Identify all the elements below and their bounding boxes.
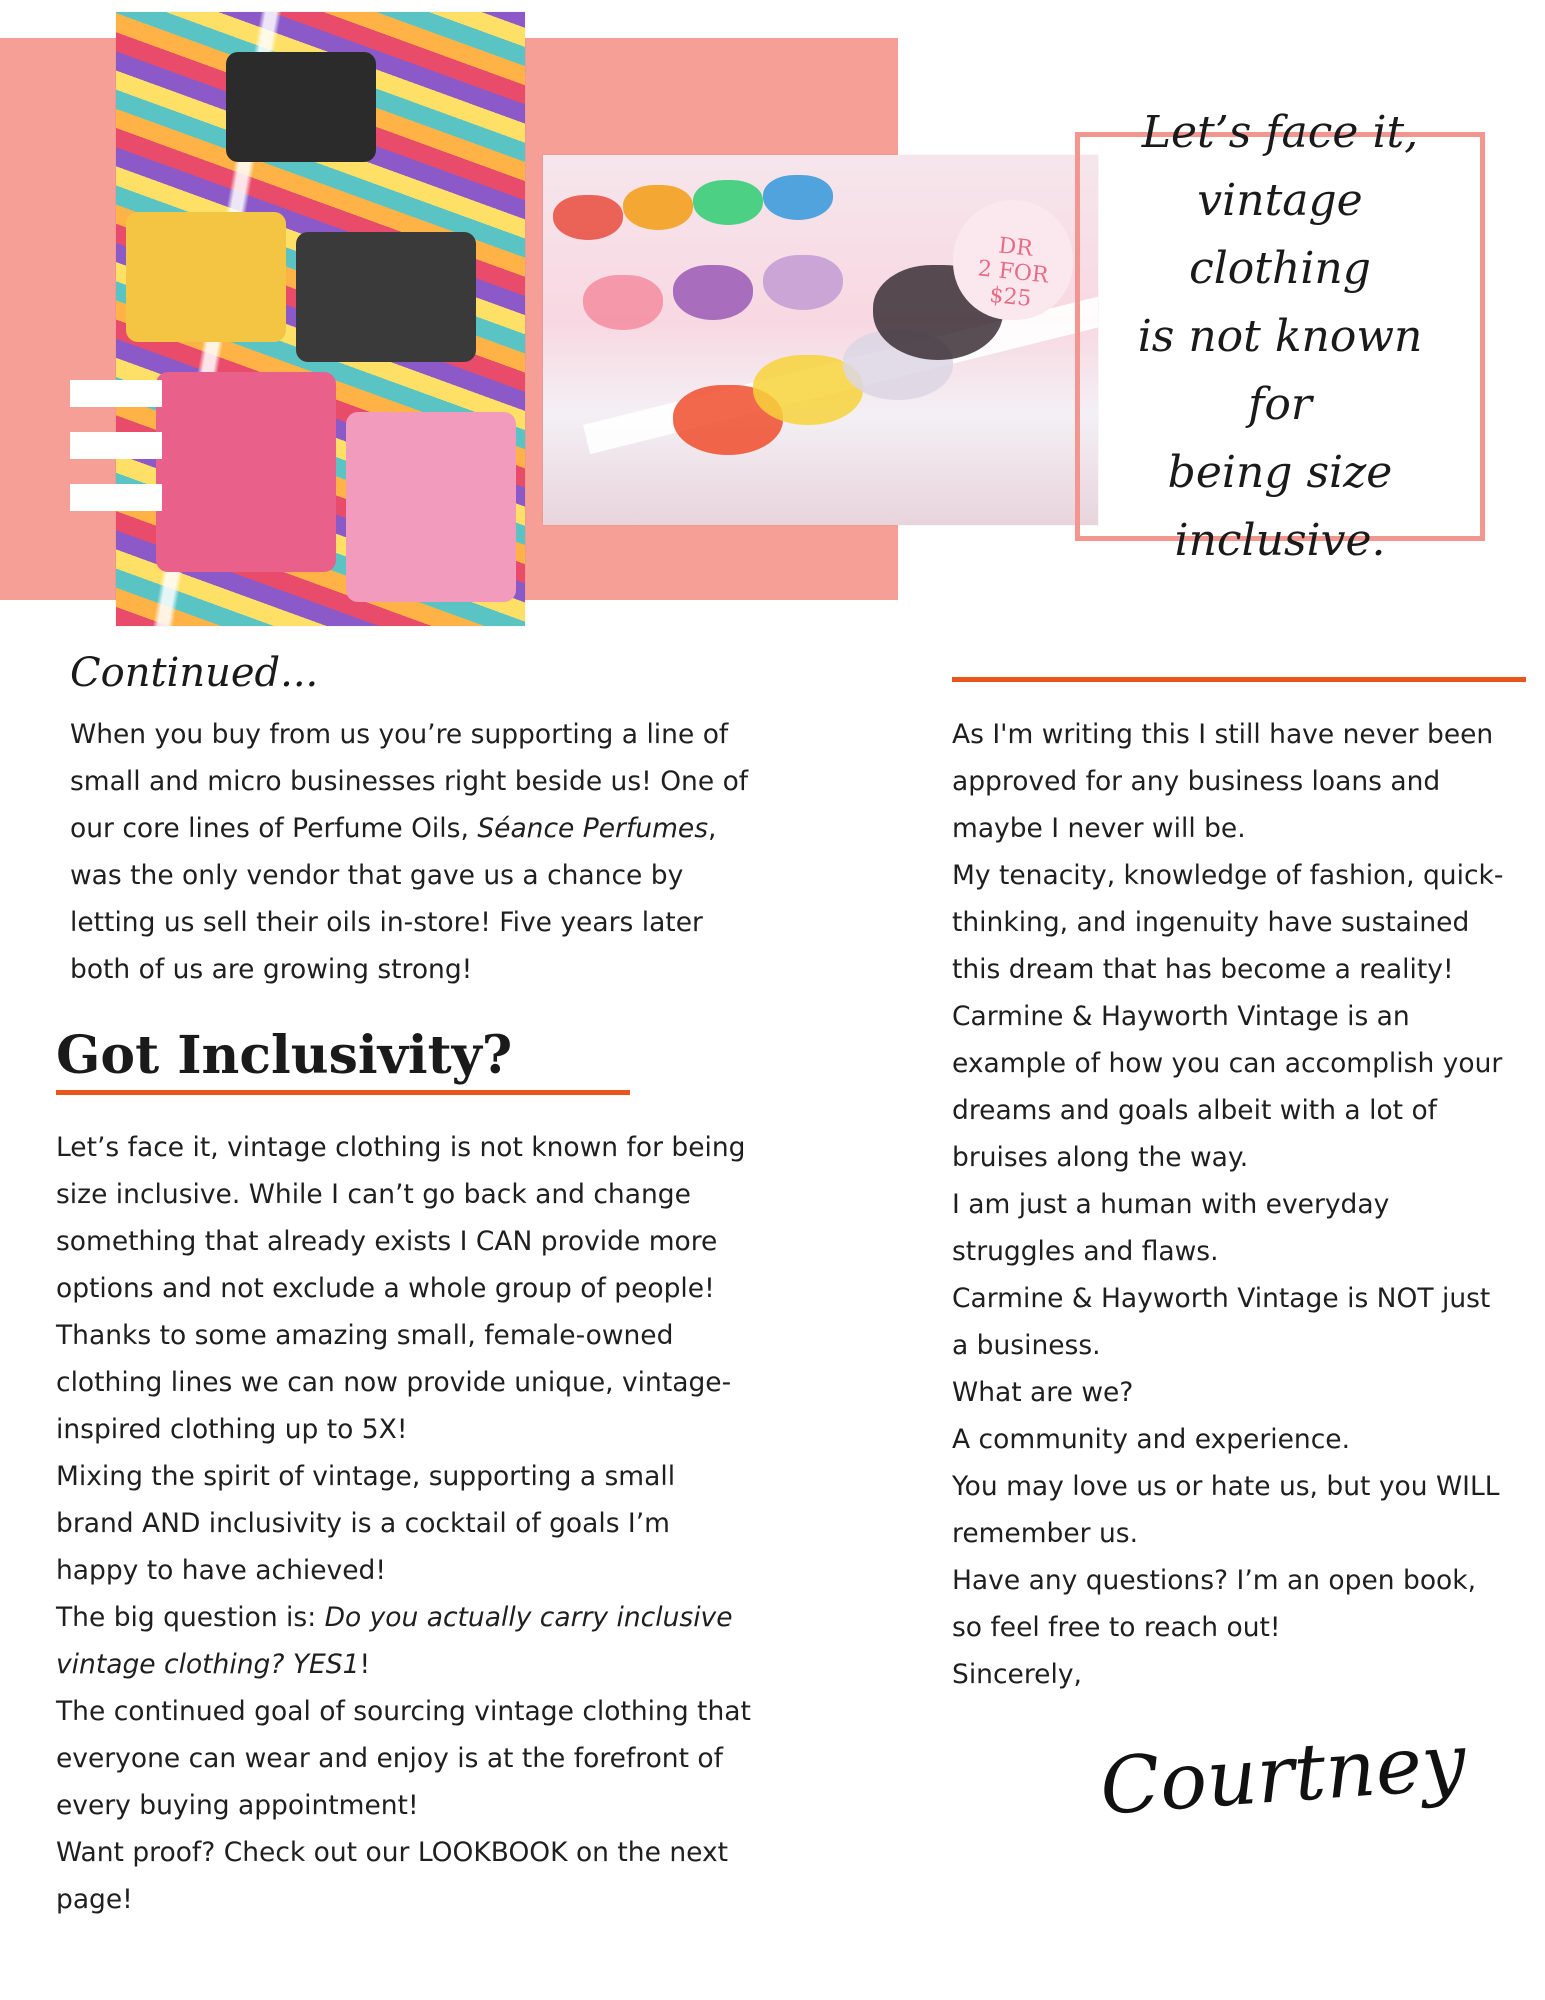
tin-image	[156, 372, 336, 572]
intro-text: When you buy from us you’re supporting a line of small and micro businesses right beside us! One of our core lines of Perfume Oils,	[70, 719, 749, 844]
paragraph: As I'm writing this I still have never been approved for any business loans and maybe I never will be.	[952, 719, 1494, 844]
tin-image	[226, 52, 376, 162]
closing-text	[952, 711, 1512, 1698]
photo-vintage-tins	[116, 12, 525, 626]
sunglasses-image	[693, 180, 763, 225]
sunglasses-image	[763, 175, 833, 220]
paragraph: You may love us or hate us, but you WILL remember us.	[952, 1471, 1500, 1549]
tin-image	[126, 212, 286, 342]
intro-text: , was the only vendor that gave us a chance by letting us sell their oils in-store! Five years later both of us are growing strong!	[70, 813, 717, 985]
menu-bar-3	[70, 484, 162, 511]
paragraph: Carmine & Hayworth Vintage is an example of how you can accomplish your dreams and goals albeit with a lot of bruises along the way.	[952, 1001, 1503, 1173]
brand-name: Séance Perfumes	[477, 813, 708, 844]
continued-heading: Continued...	[70, 650, 319, 696]
sign-off: Sincerely,	[952, 1659, 1082, 1690]
paragraph: A community and experience.	[952, 1424, 1350, 1455]
price-tag-text: DR 2 FOR $25	[976, 233, 1050, 312]
paragraph: What are we?	[952, 1377, 1134, 1408]
pull-quote-box	[1075, 106, 1485, 566]
inclusivity-text	[56, 1124, 756, 1923]
section-heading: Got Inclusivity?	[56, 1025, 513, 1086]
paragraph: Carmine & Hayworth Vintage is NOT just a business.	[952, 1283, 1491, 1361]
signature: Courtney	[1097, 1717, 1469, 1833]
paragraph: Thanks to some amazing small, female-owned clothing lines we can now provide unique, vintage-inspired clothing up to 5X!	[56, 1320, 732, 1445]
tin-image	[346, 412, 516, 602]
question-paragraph: The big question is: Do you actually carry inclusive vintage clothing? YES1!	[56, 1602, 733, 1680]
tin-image	[296, 232, 476, 362]
sunglasses-image	[583, 275, 663, 330]
intro-paragraph	[70, 711, 750, 993]
paragraph: Let’s face it, vintage clothing is not known for being size inclusive. While I can’t go back and change something that already exists I CAN provide more options and not exclude a whole group of people!	[56, 1132, 746, 1304]
photo-sunglasses-display	[543, 155, 1098, 525]
sunglasses-image	[763, 255, 843, 310]
pull-quote: Let’s face it, vintage clothing is not known for being size inclusive.	[1137, 106, 1423, 566]
menu-bar-1	[70, 380, 162, 407]
sunglasses-image	[623, 185, 693, 230]
paragraph: I am just a human with everyday struggles and flaws.	[952, 1189, 1390, 1267]
paragraph: My tenacity, knowledge of fashion, quick-thinking, and ingenuity have sustained this dream that has become a reality!	[952, 860, 1504, 985]
paragraph: Have any questions? I’m an open book, so feel free to reach out!	[952, 1565, 1477, 1643]
paragraph: Mixing the spirit of vintage, supporting a small brand AND inclusivity is a cocktail of goals I’m happy to have achieved!	[56, 1461, 676, 1586]
paragraph: Want proof? Check out our LOOKBOOK on the next page!	[56, 1837, 729, 1915]
paragraph: The continued goal of sourcing vintage clothing that everyone can wear and enjoy is at the forefront of every buying appointment!	[56, 1696, 751, 1821]
sunglasses-image	[673, 265, 753, 320]
section-divider	[56, 1090, 630, 1095]
column-divider	[952, 677, 1526, 682]
menu-bar-2	[70, 432, 162, 459]
sunglasses-image	[553, 195, 623, 240]
